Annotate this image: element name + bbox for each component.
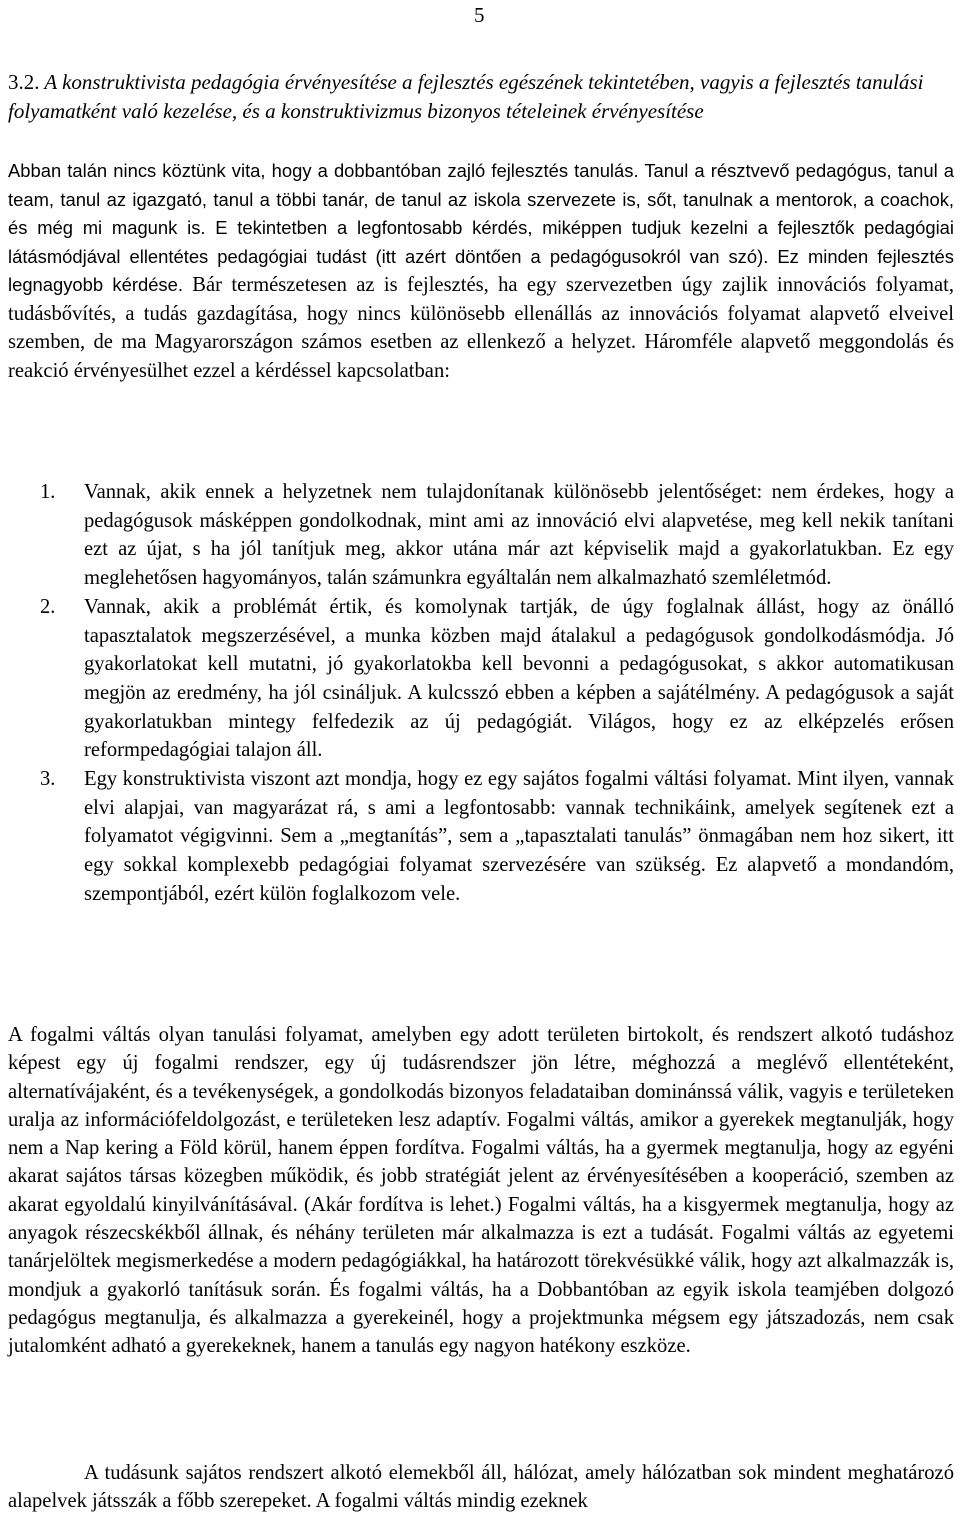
list-item-marker: 1. — [40, 481, 56, 503]
list-item-marker: 3. — [40, 768, 56, 791]
body-paragraph-conceptual-change: A fogalmi váltás olyan tanulási folyamat, amelyben egy adott területen birtokolt, és rendszert alkotó tudáshoz képest egy új fogalmi rendszer, egy új tudásrendszer jön létre, méghozzá a meglévő ellentéteként, alternatívájaként, és a tevékenységek, a gondolkodás bizonyos feladataiban dominánssá válik, vagyis e területeken uralja az információfeldolgozást, e területeken lesz adaptív. Fogalmi váltás, amikor a gyerekek megtanulják, hogy nem a Nap kering a Föld körül, hanem éppen fordítva. Fogalmi váltás, ha a gyermek megtanulja, hogy az egyéni akarat sajátos társas közegben működik, és jobb stratégiát jelent az érvényesítésében a kooperáció, szemben az akarat egyoldalú kinyilvánításával. (Akár fordítva is lehet.) Fogalmi váltás, ha a kisgyermek megtanulja, hogy az anyagok részecskékből állnak, és néhány területen már alkalmazza is ezt a tudását. Fogalmi váltás az egyetemi tanárjelöltek megismerkedése a modern pedagógiákkal, ha határozott törekvésükké válik, hogy azt alkalmazzák is, mondjuk a gyakorló tanításuk során. És fogalmi váltás, ha a Dobbantóban az egyik iskola teamjében dolgozó pedagógus megtanulja, és alkalmazza a gyerekeinél, hogy a projektmunka mégsem egy játszadozás, nem csak jutalomként adható a gyerekeknek, hanem a tanulás egy nagyon hatékony eszköze. — [8, 1024, 954, 1358]
numbered-list — [8, 478, 954, 909]
page-number: 5 — [474, 3, 485, 27]
section-title: A konstruktivista pedagógia érvényesítése a fejlesztés egészének tekintetében, vagyis a fejlesztés tanulási folyamatként való kezelése, és a konstruktivizmus bizonyos tételeinek érvényesítése — [8, 70, 924, 123]
intro-sans-text: Abban talán nincs köztünk vita, hogy a dobbantóban zajló fejlesztés tanulás. Tanul a résztvevő pedagógus, tanul a team, tanul az igazgató, tanul a többi tanár, de tanul az iskola szervezete is, sőt, tanulnak a mentorok, a coachok, és még mi magunk is. E tekintetben a legfontosabb kérdés, miképpen tudjuk kezelni a fejlesztők pedagógiai látásmódjával ellentétes pedagógiai tudást (itt azért döntően a pedagógusokról van szó). Ez minden fejlesztés legnagyobb kérdése. — [8, 160, 954, 295]
intro-serif-text: Bár természetesen az is fejlesztés, ha egy szervezetben úgy zajlik innovációs folyamat, tudásbővítés, a tudás gazdagítása, hogy nincs különösebb ellenállás az innovációs folyamat alapvető elveivel szemben, de ma Magyarországon számos esetben az ellenkező a helyzet. Háromféle alapvető meggondolás és reakció érvényesülhet ezzel a kérdéssel kapcsolatban: — [8, 274, 954, 382]
intro-paragraph — [8, 157, 954, 385]
section-number: 3.2. — [8, 70, 40, 94]
list-item — [8, 478, 954, 593]
list-item-text: Vannak, akik a problémát értik, és komolynak tartják, de úgy foglalnak állást, hogy az önálló tapasztalatok megszerzésével, a munka közben majd átalakul a pedagógusok gondolkodásmódja. Jó gyakorlatokat kell mutatni, jó gyakorlatokba kell bevonni a pedagógusokat, s akkor automatikusan megjön az eredmény, ha jól csináljuk. A kulcsszó ebben a képben a sajátélmény. A pedagógusok a saját gyakorlatukban mintegy felfedezik az új pedagógiát. Világos, hogy ez az elképzelés erősen reformpedagógiai talajon áll. — [84, 595, 954, 762]
section-heading — [8, 68, 953, 126]
list-item — [8, 593, 954, 765]
list-item — [8, 765, 954, 909]
body-paragraph-knowledge-system: A tudásunk sajátos rendszert alkotó elemekből áll, hálózat, amely hálózatban sok mindent meghatározó alapelvek játsszák a főbb szerepeket. A fogalmi váltás mindig ezeknek — [8, 1462, 954, 1513]
list-item-text: Egy konstruktivista viszont azt mondja, hogy ez egy sajátos fogalmi váltási folyamat. Mint ilyen, vannak elvi alapjai, van magyarázat rá, s ami a legfontosabb: vannak technikáink, amelyek segítenek ezt a folyamatot végigvinni. Sem a „megtanítás”, sem a „tapasztalati tanulás” önmagában nem hoz sikert, itt egy sokkal komplexebb pedagógiai folyamat szervezésére van szükség. Ez alapvető a mondandóm, szempontjából, ezért külön foglalkozom vele. — [84, 768, 954, 905]
list-item-marker: 2. — [40, 595, 56, 618]
list-item-text: Vannak, akik ennek a helyzetnek nem tulajdonítanak különösebb jelentőséget: nem érdekes, hogy a pedagógusok másképpen gondolkodnak, mint ami az innováció elvi alapvetése, meg kell nekik tanítani ezt az újat, s ha jól tanítjuk meg, akkor utána már azt képviselik majd a gyakorlatukban. Ez egy meglehetősen hagyományos, talán számunkra egyáltalán nem alkalmazható szemléletmód. — [84, 481, 954, 590]
